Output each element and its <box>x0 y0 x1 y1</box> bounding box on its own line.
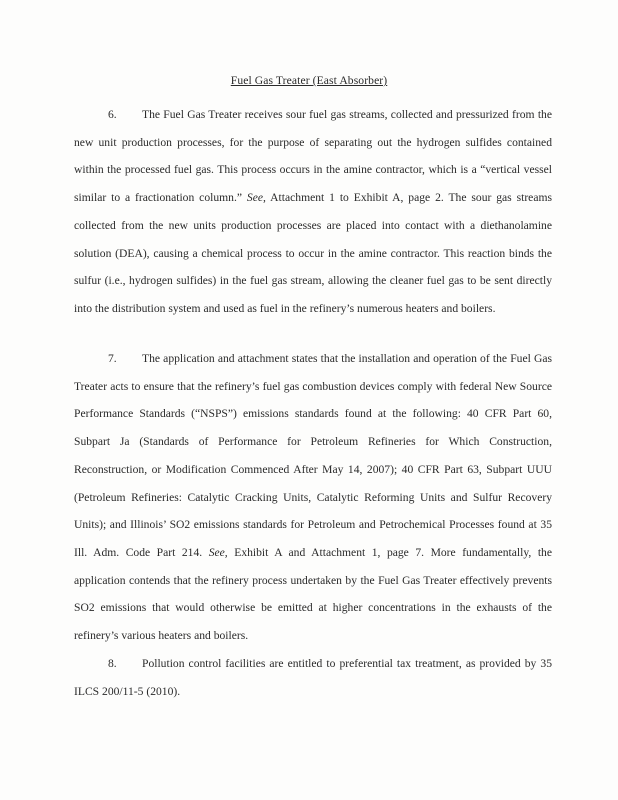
paragraph-text: The Fuel Gas Treater receives sour fuel gas streams, collected and pressurized from the new unit production processes, for the purpose of separating out the hydrogen sulfides contained within the processed fuel gas. This process occurs in the amine contractor, which is a “vertical vessel similar to a fractionation column.” <box>74 108 552 205</box>
paragraph-text: Pollution control facilities are entitled to preferential tax treatment, as provided by 35 ILCS 200/11-5 (2010). <box>74 657 552 698</box>
paragraph-number: 8. <box>108 657 117 670</box>
citation-signal: See, <box>246 191 266 205</box>
paragraph-text: The application and attachment states that the installation and operation of the Fuel Gas Treater acts to ensure that the refinery’s fuel gas combustion devices comply with federal New Source Performance Standards (“NSPS”) emissions standards found at the following: 40 CFR Part 60, Subpart Ja (Standards of Performance for Petroleum Refineries for Which Construction, Reconstruction, or Modification Commenced After May 14, 2007); 40 CFR Part 63, Subpart UUU (Petroleum Refineries: Catalytic Cracking Units, Catalytic Reforming Units and Sulfur Recovery Units); and Illinois’ SO2 emissions standards for Petroleum and Petrochemical Processes found at 35 Ill. Adm. Code Part 214. <box>74 352 552 559</box>
citation-signal: See, <box>208 545 228 559</box>
paragraph-8 <box>74 650 552 705</box>
paragraph-7 <box>74 345 552 650</box>
paragraph-number: 6. <box>108 108 117 121</box>
section-heading: Fuel Gas Treater (East Absorber) <box>230 74 388 87</box>
paragraph-text-continued: Attachment 1 to Exhibit A, page 2. The sour gas streams collected from the new units production processes are placed into contact with a diethanolamine solution (DEA), causing a chemical process to occur in the amine contractor. This reaction binds the sulfur (i.e., hydrogen sulfides) in the fuel gas stream, allowing the cleaner fuel gas to be sent directly into the distribution system and used as fuel in the refinery’s numerous heaters and boilers. <box>74 191 553 315</box>
paragraph-number: 7. <box>108 352 117 365</box>
paragraph-6 <box>74 101 552 323</box>
paragraph-text-continued: Exhibit A and Attachment 1, page 7. More fundamentally, the application contends that the refinery process undertaken by the Fuel Gas Treater effectively prevents SO2 emissions that would otherwise be emitted at higher concentrations in the exhausts of the refinery’s various heaters and boilers. <box>74 545 552 643</box>
